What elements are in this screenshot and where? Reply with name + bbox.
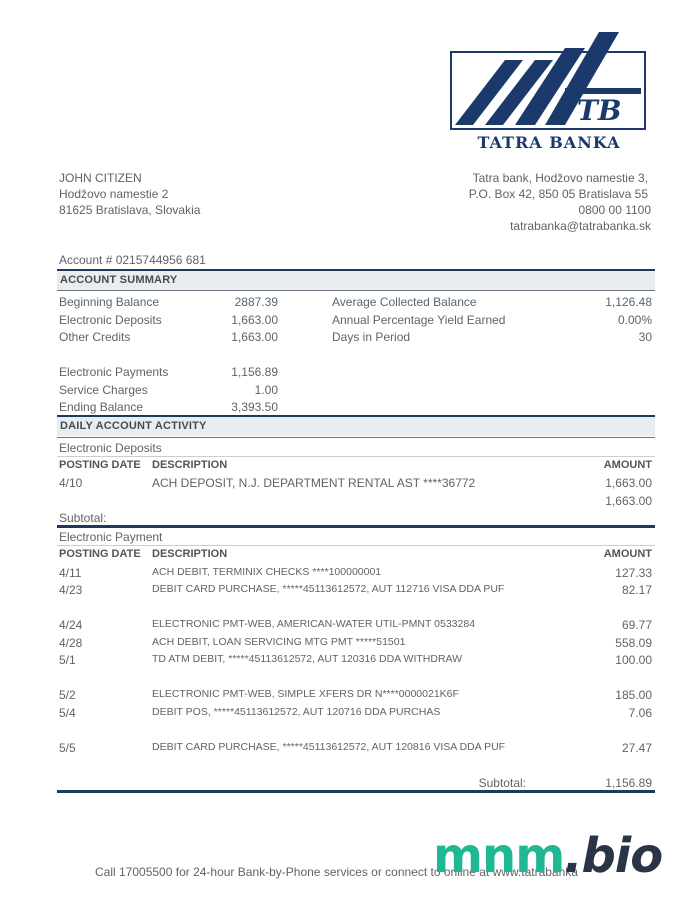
divider	[57, 456, 655, 457]
row-date: 5/2	[59, 688, 76, 702]
bank-phone: 0800 00 1100	[578, 203, 651, 217]
divider	[57, 790, 655, 793]
divider	[57, 545, 655, 546]
payments-subtotal-label: Subtotal:	[478, 776, 526, 790]
account-summary-header	[57, 269, 655, 290]
deposits-subtotal-label: Subtotal:	[59, 511, 107, 525]
divider	[57, 525, 655, 528]
summary-value-charges: 1.00	[254, 383, 278, 397]
row-amount: 100.00	[615, 653, 652, 667]
summary-value-avg-balance: 1,126.48	[605, 295, 652, 309]
account-number: Account # 0215744956 681	[59, 253, 206, 267]
summary-label-ending: Ending Balance	[59, 400, 144, 414]
row-desc: TD ATM DEBIT, *****45113612572, AUT 120316 DDA WITHDRAW	[152, 653, 463, 665]
footer-text: Call 17005500 for 24-hour Bank-by-Phone services or connect to online at www.tatrabanka	[95, 865, 578, 879]
summary-label-avg-balance: Average Collected Balance	[332, 295, 477, 309]
bank-address-line1: Tatra bank, Hodžovo namestie 3,	[472, 171, 648, 185]
bank-logo	[449, 30, 649, 152]
summary-value-credits: 1,663.00	[231, 330, 278, 344]
summary-value-apy: 0.00%	[617, 313, 652, 327]
summary-label-days: Days in Period	[332, 330, 411, 344]
summary-value-beginning: 2887.39	[234, 295, 278, 309]
summary-value-payments: 1,156.89	[231, 365, 278, 379]
row-desc: ACH DEBIT, LOAN SERVICING MTG PMT *****51501	[152, 636, 406, 648]
summary-label-credits: Other Credits	[59, 330, 131, 344]
row-amount: 127.33	[615, 566, 652, 580]
deposits-col-amount: AMOUNT	[603, 459, 652, 471]
summary-label-beginning: Beginning Balance	[59, 295, 160, 309]
summary-value-deposits: 1,663.00	[231, 313, 278, 327]
row-date: 5/5	[59, 741, 76, 755]
watermark-logo	[433, 828, 662, 884]
row-date: 5/1	[59, 653, 76, 667]
row-desc: ACH DEPOSIT, N.J. DEPARTMENT RENTAL AST ****36772	[152, 476, 476, 490]
row-desc: ACH DEBIT, TERMINIX CHECKS ****100000001	[152, 566, 382, 578]
watermark-part2: .bio	[564, 828, 663, 884]
deposits-total: 1,663.00	[605, 494, 652, 508]
daily-activity-header	[57, 415, 655, 436]
deposits-col-desc: DESCRIPTION	[152, 459, 228, 471]
row-amount: 27.47	[621, 741, 652, 755]
watermark-part1: mnm	[433, 828, 565, 884]
row-amount: 69.77	[621, 618, 652, 632]
row-desc: DEBIT CARD PURCHASE, *****45113612572, AUT 112716 VISA DDA PUF	[152, 583, 505, 595]
summary-label-apy: Annual Percentage Yield Earned	[332, 313, 506, 327]
account-summary-title: ACCOUNT SUMMARY	[60, 274, 178, 286]
row-date: 4/24	[59, 618, 83, 632]
row-date: 4/28	[59, 636, 83, 650]
summary-value-ending: 3,393.50	[231, 400, 278, 414]
daily-activity-title: DAILY ACCOUNT ACTIVITY	[60, 420, 207, 432]
divider	[57, 290, 655, 291]
row-date: 4/23	[59, 583, 83, 597]
row-date: 4/11	[59, 566, 82, 580]
payments-section-title: Electronic Payment	[59, 530, 163, 544]
deposits-section-title: Electronic Deposits	[59, 441, 162, 455]
bank-address-line2: P.O. Box 42, 850 05 Bratislava 55	[468, 187, 648, 201]
summary-label-deposits: Electronic Deposits	[59, 313, 162, 327]
payments-subtotal-value: 1,156.89	[605, 776, 652, 790]
row-desc: ELECTRONIC PMT-WEB, SIMPLE XFERS DR N****0000021K6F	[152, 688, 459, 700]
row-date: 5/4	[59, 706, 76, 720]
payments-col-amount: AMOUNT	[603, 548, 652, 560]
bank-email: tatrabanka@tatrabanka.sk	[510, 219, 651, 233]
row-amount: 185.00	[615, 688, 652, 702]
row-amount: 7.06	[628, 706, 652, 720]
row-desc: DEBIT POS, *****45113612572, AUT 120716 DDA PURCHAS	[152, 706, 441, 718]
customer-street: Hodžovo namestie 2	[59, 187, 169, 201]
row-desc: ELECTRONIC PMT-WEB, AMERICAN-WATER UTIL-PMNT 0533284	[152, 618, 476, 630]
summary-label-payments: Electronic Payments	[59, 365, 169, 379]
row-desc: DEBIT CARD PURCHASE, *****45113612572, AUT 120816 VISA DDA PUF	[152, 741, 506, 753]
customer-name: JOHN CITIZEN	[59, 171, 142, 185]
row-date: 4/10	[59, 476, 83, 490]
row-amount: 558.09	[615, 636, 652, 650]
payments-col-desc: DESCRIPTION	[152, 548, 228, 560]
summary-label-charges: Service Charges	[59, 383, 148, 397]
row-amount: 82.17	[621, 583, 652, 597]
bank-monogram: TB	[577, 94, 622, 127]
row-amount: 1,663.00	[605, 476, 652, 490]
summary-value-days: 30	[638, 330, 652, 344]
payments-col-date: POSTING DATE	[59, 548, 141, 560]
divider	[57, 437, 655, 438]
customer-city: 81625 Bratislava, Slovakia	[59, 203, 201, 217]
bank-name: TATRA BANKA	[477, 133, 621, 152]
deposits-col-date: POSTING DATE	[59, 459, 141, 471]
